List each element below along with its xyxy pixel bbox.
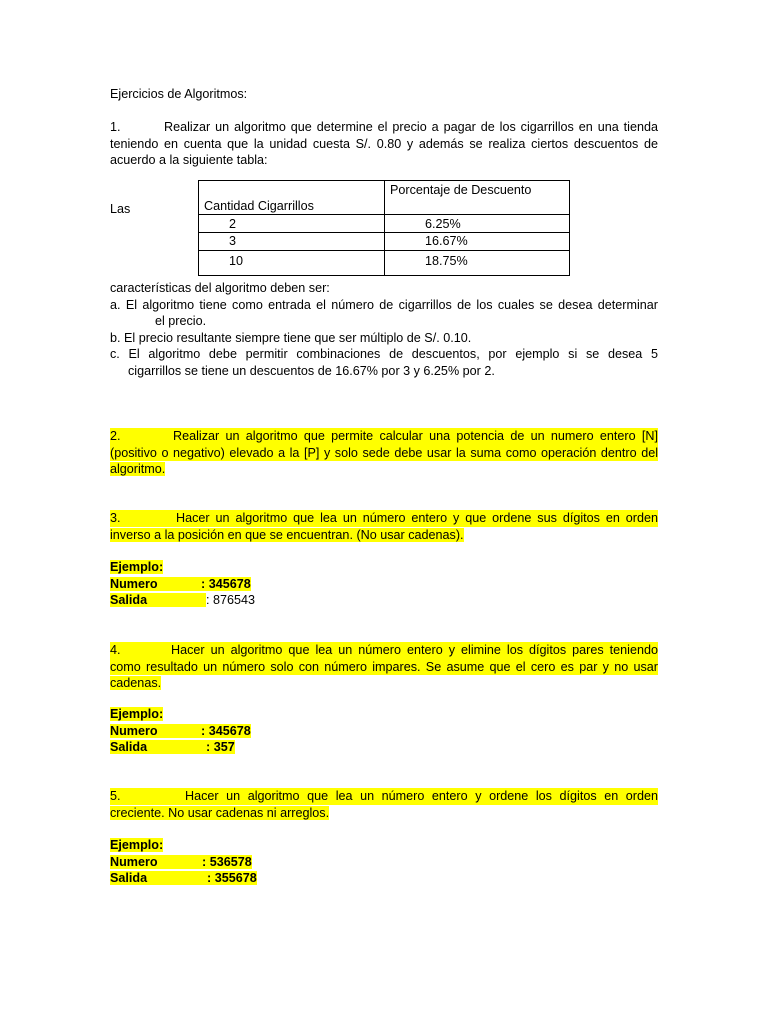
- example-output-row: Salida : 355678: [110, 871, 257, 885]
- exercise-1-line-3: acuerdo a la siguiente tabla:: [110, 153, 268, 167]
- table-cell: 3: [199, 233, 385, 251]
- table-cell: 18.75%: [385, 251, 570, 276]
- table-header-cell: Cantidad Cigarrillos: [199, 181, 385, 215]
- example-output-row: Salida : 357: [110, 740, 235, 754]
- exercise-5-line-1: 5. Hacer un algoritmo que lea un número entero y ordene los dígitos en orden: [110, 789, 658, 803]
- exercise-1-line-2: teniendo en cuenta que la unidad cuesta S/. 0.80 y además se realiza ciertos descuentos de: [110, 136, 658, 151]
- exercise-2-line-3: algoritmo.: [110, 462, 166, 476]
- requirement-c-line-2: cigarrillos se tiene un descuentos de 16.67% por 3 y 6.25% por 2.: [128, 363, 495, 378]
- exercise-3: [110, 510, 658, 543]
- exercise-4-example: [110, 706, 658, 756]
- exercise-4-line-2: como resultado un número solo con número impares. Se asume que el cero es par y no usar: [110, 659, 658, 674]
- table-header-row: [199, 181, 570, 215]
- las-word: Las: [110, 202, 131, 216]
- document-title: Ejercicios de Algoritmos:: [110, 87, 248, 101]
- exercise-1-line-1: 1. Realizar un algoritmo que determine el precio a pagar de los cigarrillos en una tienda: [110, 120, 658, 134]
- example-number-row: Numero : 345678: [110, 576, 251, 591]
- exercise-1-requirements: [110, 280, 658, 379]
- requirement-b: b. El precio resultante siempre tiene que ser múltiplo de S/. 0.10.: [110, 330, 472, 345]
- exercise-5: [110, 788, 658, 821]
- exercise-5-line-2: creciente. No usar cadenas ni arreglos.: [110, 805, 330, 820]
- table-row: [199, 251, 570, 276]
- example-number-row: Numero : 345678: [110, 723, 251, 738]
- table-cell: 16.67%: [385, 233, 570, 251]
- requirements-intro: características del algoritmo deben ser:: [110, 281, 330, 295]
- table-row: [199, 215, 570, 233]
- exercise-4-line-1: 4. Hacer un algoritmo que lea un número entero y elimine los dígitos pares teniendo: [110, 643, 658, 657]
- table-row: [199, 233, 570, 251]
- requirement-a-line-2: el precio.: [155, 314, 207, 328]
- exercise-2-line-1: 2. Realizar un algoritmo que permite calcular una potencia de un numero entero [N]: [110, 429, 658, 443]
- exercise-3-example: [110, 559, 658, 609]
- example-number-row: Numero : 536578: [110, 854, 252, 869]
- exercise-2-line-2: (positivo o negativo) elevado a la [P] y solo sede debe usar la suma como operación dentro del: [110, 445, 658, 460]
- example-heading: Ejemplo:: [110, 838, 164, 852]
- table-header-cell: Porcentaje de Descuento: [385, 181, 570, 215]
- exercise-4-line-3: cadenas.: [110, 676, 162, 690]
- table-cell: 10: [199, 251, 385, 276]
- table-cell: 6.25%: [385, 215, 570, 233]
- table-cell: 2: [199, 215, 385, 233]
- exercise-2: [110, 428, 658, 478]
- exercise-3-line-1: 3. Hacer un algoritmo que lea un número entero y que ordene sus dígitos en orden: [110, 511, 658, 525]
- example-output-row: Salida : 876543: [110, 593, 256, 607]
- example-heading: Ejemplo:: [110, 707, 164, 721]
- example-heading: Ejemplo:: [110, 560, 164, 574]
- requirement-c-line-1: c. El algoritmo debe permitir combinaciones de descuentos, por ejemplo si se desea 5: [110, 347, 658, 361]
- discount-table: [198, 180, 570, 276]
- exercise-4: [110, 642, 658, 692]
- exercise-3-line-2: inverso a la posición en que se encuentran. (No usar cadenas).: [110, 527, 464, 542]
- requirement-a-line-1: a. El algoritmo tiene como entrada el número de cigarrillos de los cuales se desea determinar: [110, 297, 658, 312]
- exercise-5-example: [110, 837, 658, 887]
- exercise-1: [110, 119, 658, 169]
